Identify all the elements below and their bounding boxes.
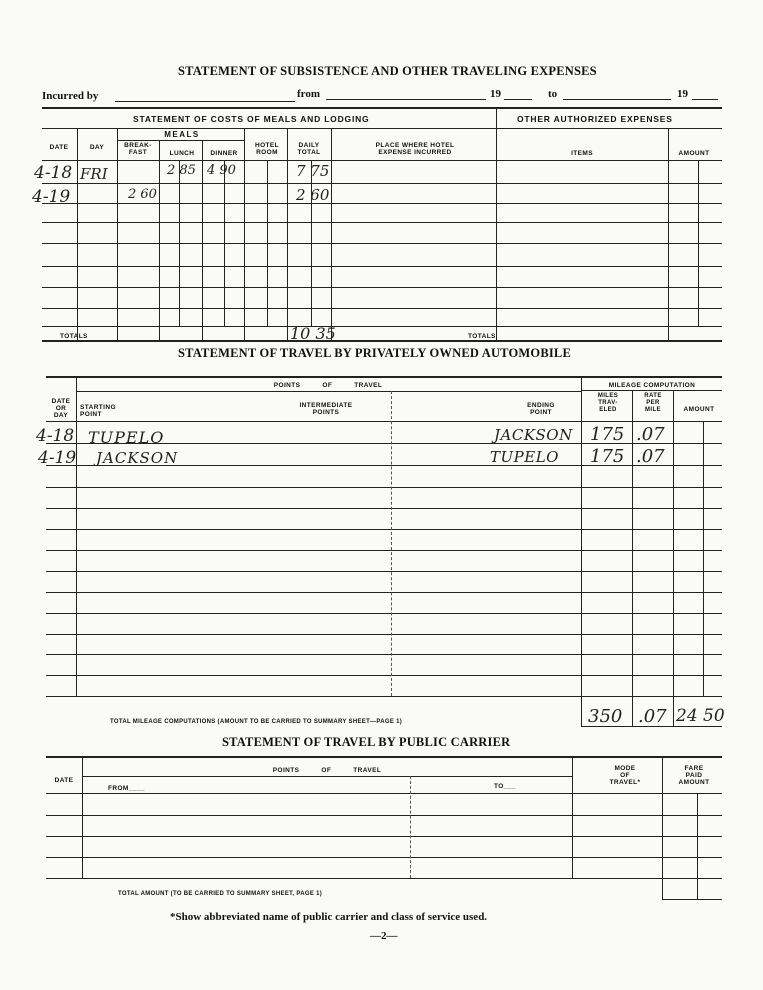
auto-col-intermediate: INTERMEDIATE POINTS xyxy=(299,402,353,416)
automobile-section-title: STATEMENT OF TRAVEL BY PRIVATELY OWNED AUTOMOBILE xyxy=(178,346,572,360)
other-expenses-title: OTHER AUTHORIZED EXPENSES xyxy=(517,114,673,124)
carrier-col-to: TO___ xyxy=(494,783,516,790)
col-lunch: LUNCH xyxy=(169,150,195,157)
year2-field[interactable] xyxy=(692,99,718,100)
auto-col-starting: STARTING POINT xyxy=(80,404,116,418)
carrier-col-fare: FARE PAID AMOUNT xyxy=(678,765,710,786)
public-carrier-section-title: STATEMENT OF TRAVEL BY PUBLIC CARRIER xyxy=(222,735,511,749)
carrier-total-label: TOTAL AMOUNT (TO BE CARRIED TO SUMMARY SHEET, PAGE 1) xyxy=(118,891,323,897)
auto-row1-starting: TUPELO xyxy=(88,428,165,447)
form-title: STATEMENT OF SUBSISTENCE AND OTHER TRAVELING EXPENSES xyxy=(178,64,597,78)
auto-col-ending: ENDING POINT xyxy=(527,402,555,416)
from-field[interactable] xyxy=(326,99,486,100)
auto-col-date: DATE OR DAY xyxy=(51,398,71,419)
carrier-col-from: FROM____ xyxy=(108,785,145,792)
row1-dinner: 4 90 xyxy=(207,163,236,178)
page-number: —2— xyxy=(370,930,398,942)
to-label: to xyxy=(548,88,558,100)
auto-row1-ending: JACKSON xyxy=(494,426,573,444)
col-date: DATE xyxy=(49,144,69,151)
to-field[interactable] xyxy=(563,99,671,100)
totals-label-left: TOTALS xyxy=(60,333,88,340)
row2-date: 4-19 xyxy=(32,187,71,207)
auto-row2-date: 4-19 xyxy=(38,448,77,468)
auto-row2-ending: TUPELO xyxy=(490,448,559,466)
row1-lunch: 2 85 xyxy=(167,163,196,178)
row1-date: 4-18 xyxy=(34,163,73,183)
col-items: ITEMS xyxy=(571,150,593,157)
auto-row1-date: 4-18 xyxy=(36,426,75,446)
carrier-col-mode: MODE OF TRAVEL* xyxy=(609,765,641,786)
auto-row1-miles: 175 xyxy=(590,424,625,445)
mileage-total-label: TOTAL MILEAGE COMPUTATIONS (AMOUNT TO BE CARRIED TO SUMMARY SHEET—PAGE 1) xyxy=(110,719,403,725)
incurred-by-label: Incurred by xyxy=(42,90,99,102)
row1-day: FRI xyxy=(80,165,108,183)
auto-row2-miles: 175 xyxy=(590,446,625,467)
col-breakfast: BREAK- FAST xyxy=(124,142,152,156)
meals-lodging-title: STATEMENT OF COSTS OF MEALS AND LODGING xyxy=(133,114,370,124)
mileage-total-amount: 24 50 xyxy=(676,706,725,726)
row2-daily-total: 2 60 xyxy=(296,186,330,204)
mileage-total-miles: 350 xyxy=(588,706,623,727)
auto-col-rate: RATE PER MILE xyxy=(644,393,662,413)
carrier-points-header: POINTS OF TRAVEL xyxy=(272,767,382,774)
auto-row2-rate: .07 xyxy=(636,446,665,467)
auto-points-header: POINTS OF TRAVEL xyxy=(273,382,383,389)
col-amount: AMOUNT xyxy=(678,150,710,157)
col-daily-total: DAILY TOTAL xyxy=(297,142,321,156)
from-label: from xyxy=(297,88,321,100)
year1-field[interactable] xyxy=(504,99,532,100)
footnote: *Show abbreviated name of public carrier and class of service used. xyxy=(170,911,488,923)
meals-group-header: MEALS xyxy=(164,130,200,139)
col-place: PLACE WHERE HOTEL EXPENSE INCURRED xyxy=(375,142,455,156)
col-dinner: DINNER xyxy=(210,150,238,157)
incurred-by-field[interactable] xyxy=(115,101,295,102)
mileage-total-rate: .07 xyxy=(638,706,667,727)
auto-col-miles: MILES TRAV- ELED xyxy=(597,393,619,413)
row2-breakfast: 2 60 xyxy=(128,187,157,202)
auto-row2-starting: JACKSON xyxy=(96,449,179,467)
col-hotel-room: HOTEL ROOM xyxy=(254,142,280,156)
totals-value: 10 35 xyxy=(290,324,336,343)
mileage-computation-header: MILEAGE COMPUTATION xyxy=(608,382,696,389)
auto-row1-rate: .07 xyxy=(636,424,665,445)
year1-label: 19 xyxy=(490,88,501,100)
row1-daily-total: 7 75 xyxy=(296,162,330,180)
year2-label: 19 xyxy=(677,88,688,100)
totals-label-right: TOTALS xyxy=(468,333,496,340)
carrier-col-date: DATE xyxy=(54,777,74,784)
col-day: DAY xyxy=(89,144,105,151)
auto-col-amount: AMOUNT xyxy=(683,406,715,413)
